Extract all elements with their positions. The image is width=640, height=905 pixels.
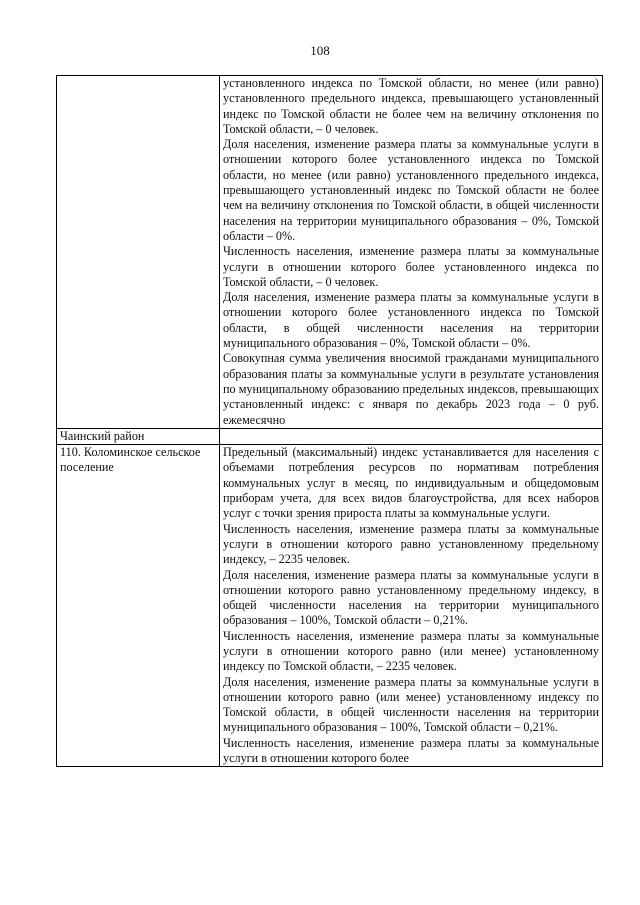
paragraph: Совокупная сумма увеличения вносимой гражданами муниципального образования платы за коммунальные услуги в результате установления по муниципальному образованию предельных индексов, превышающих установленный индекс: с января по декабрь 2023 года – 0 руб. ежемесячно: [223, 351, 599, 427]
paragraph: Доля населения, изменение размера платы за коммунальные услуги в отношении которого равно установленному предельному индексу, в общей численности населения на территории муниципального образования – 100%, Томской области – 0,21%.: [223, 567, 599, 628]
table-row: [57, 428, 603, 444]
paragraph: Численность населения, изменение размера платы за коммунальные услуги в отношении которого более: [223, 735, 599, 766]
left-cell-empty: [57, 76, 220, 429]
paragraph: Доля населения, изменение размера платы за коммунальные услуги в отношении которого более установленного индекса по Томской области, но менее (или равно) установленного предельного индекса, превышающего установленный индекс по Томской области не более чем на величину отклонения по Томской области, в общей численности населения на территории муниципального образования – 0%, Томской области – 0%.: [223, 137, 599, 243]
paragraph: Доля населения, изменение размера платы за коммунальные услуги в отношении которого равно (или менее) установленному индексу по Томской области, в общей численности населения на территории муниципального образования – 100%, Томской области – 0,21%.: [223, 674, 599, 735]
settlement-name: 110. Коломинское сельское поселение: [57, 445, 220, 767]
settlement-details: [220, 445, 603, 767]
paragraph: Численность населения, изменение размера платы за коммунальные услуги в отношении которого равно установленному предельному индексу, – 2235 человек.: [223, 521, 599, 567]
paragraph: Доля населения, изменение размера платы за коммунальные услуги в отношении которого более установленного индекса по Томской области, в общей численности населения на территории муниципального образования – 0%, Томской области – 0%.: [223, 290, 599, 351]
district-empty-cell: [220, 428, 603, 444]
page-number: 108: [310, 43, 330, 58]
table-row: [57, 76, 603, 429]
paragraph: установленного индекса по Томской области, но менее (или равно) установленного предельного индекса, превышающего установленный индекс по Томской области не более чем на величину отклонения по Томской области, – 0 человек.: [223, 76, 599, 136]
continuation-cell: [220, 76, 603, 429]
document-table: [56, 75, 603, 767]
paragraph: Численность населения, изменение размера платы за коммунальные услуги в отношении которого равно (или менее) установленному индексу по Томской области, – 2235 человек.: [223, 628, 599, 674]
paragraph: Предельный (максимальный) индекс устанавливается для населения с объемами потребления ресурсов по нормативам потребления коммунальных услуг в месяц, по индивидуальным и общедомовым приборам учета, для всех видов благоустройства, для всех наборов услуг с точки зрения прироста платы за коммунальные услуги.: [223, 445, 599, 521]
table-row: [57, 445, 603, 767]
district-name: Чаинский район: [57, 428, 220, 444]
paragraph: Численность населения, изменение размера платы за коммунальные услуги в отношении которого более установленного индекса по Томской области, – 0 человек.: [223, 244, 599, 289]
